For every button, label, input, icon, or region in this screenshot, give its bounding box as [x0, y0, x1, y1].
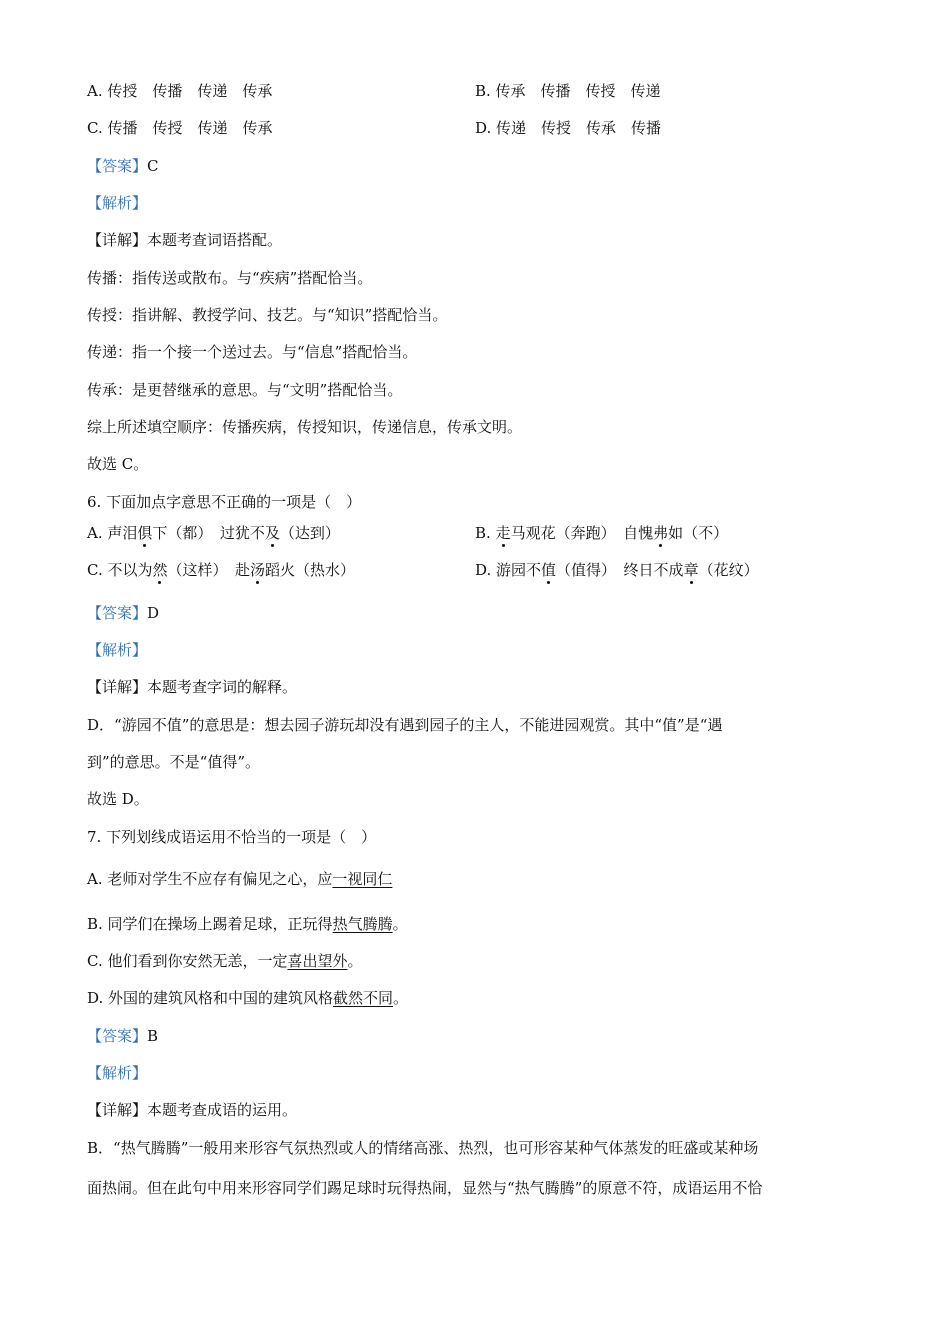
option-text: 下（都） 过犹不	[152, 524, 265, 542]
detail-line: 面热闹。但在此句中用来形容同学们踢足球时玩得热闹，显然与“热气腾腾”的原意不符，成语运用不恰	[87, 1179, 763, 1197]
option-text: D. 游园不	[475, 561, 542, 579]
detail-tag: 【详解】	[87, 231, 148, 249]
analysis-tag: 【解析】	[87, 641, 148, 659]
conclusion-line: 故选 D。	[87, 790, 149, 808]
detail-tag: 【详解】	[87, 1101, 148, 1119]
detail-intro	[87, 229, 282, 251]
detail-line: 传承：是更替继承的意思。与“文明”搭配恰当。	[87, 381, 403, 399]
detail-intro	[87, 1099, 297, 1121]
option-text: （这样） 赴	[167, 561, 251, 579]
option-text: （达到）	[279, 524, 340, 542]
detail-line: 传递：指一个接一个送过去。与“信息”搭配恰当。	[87, 343, 418, 361]
option-d	[87, 987, 408, 1009]
answer-tag: 【答案】	[87, 604, 148, 622]
underlined-idiom: 喜出望外	[287, 952, 348, 970]
detail-line: 传授：指讲解、教授学问、技艺。与“知识”搭配恰当。	[87, 306, 448, 324]
analysis-tag: 【解析】	[87, 1064, 148, 1082]
dotted-char: 值	[541, 561, 557, 579]
detail-text: 本题考查字词的解释。	[147, 678, 298, 696]
dotted-char: 章	[683, 561, 699, 579]
option-text: 如（不）	[668, 524, 729, 542]
question-stem: 7. 下列划线成语运用不恰当的一项是（ ）	[87, 828, 377, 846]
detail-tag: 【详解】	[87, 678, 148, 696]
option-c	[87, 559, 355, 581]
underlined-idiom: 热气腾腾	[332, 915, 393, 933]
option-text: 马观花（奔跑） 自愧	[510, 524, 654, 542]
dotted-char: 俱	[137, 524, 153, 542]
option-c: C. 传播 传授 传递 传承	[87, 119, 273, 137]
option-text: 。	[392, 915, 408, 933]
question-stem: 6. 下面加点字意思不正确的一项是（ ）	[87, 493, 362, 511]
option-text: （花纹）	[698, 561, 759, 579]
answer-line	[87, 1025, 158, 1047]
option-text: 。	[393, 989, 409, 1007]
dotted-char: 然	[152, 561, 168, 579]
option-b	[87, 913, 408, 935]
option-text: 。	[347, 952, 363, 970]
conclusion-line: 故选 C。	[87, 455, 149, 473]
option-a	[87, 522, 340, 544]
answer-value: B	[147, 1027, 159, 1045]
option-text: A. 老师对学生不应存有偏见之心，应	[87, 870, 333, 888]
underlined-idiom: 截然不同	[333, 989, 394, 1007]
option-text: D. 外国的建筑风格和中国的建筑风格	[87, 989, 334, 1007]
option-a	[87, 868, 392, 890]
detail-text: 本题考查成语的运用。	[147, 1101, 298, 1119]
option-text: 蹈火（热水）	[265, 561, 356, 579]
detail-text: 本题考查词语搭配。	[147, 231, 283, 249]
dotted-char: 弗	[653, 524, 669, 542]
answer-value: C	[147, 157, 159, 175]
dotted-char: 汤	[250, 561, 266, 579]
answer-tag: 【答案】	[87, 157, 148, 175]
answer-line	[87, 155, 159, 177]
answer-value: D	[147, 604, 160, 622]
option-text: （值得） 终日不成	[556, 561, 684, 579]
option-text: C. 他们看到你安然无恙，一定	[87, 952, 288, 970]
detail-line: D．“游园不值”的意思是：想去园子游玩却没有遇到园子的主人，不能进园观赏。其中“值”是“遇	[87, 716, 723, 734]
option-d: D. 传递 传授 传承 传播	[475, 119, 662, 137]
option-text: C. 不以为	[87, 561, 153, 579]
detail-line: 综上所述填空顺序：传播疾病，传授知识，传递信息，传承文明。	[87, 418, 523, 436]
answer-tag: 【答案】	[87, 1027, 148, 1045]
option-text: B. 同学们在操场上踢着足球，正玩得	[87, 915, 333, 933]
detail-line: 到”的意思。不是“值得”。	[87, 753, 261, 771]
detail-intro	[87, 676, 297, 698]
detail-line: B．“热气腾腾”一般用来形容气氛热烈或人的情绪高涨、热烈，也可形容某种气体蒸发的旺盛或某种场	[87, 1139, 759, 1157]
option-text: B.	[475, 524, 496, 542]
analysis-tag: 【解析】	[87, 194, 148, 212]
dotted-char: 走	[495, 524, 511, 542]
option-b	[475, 522, 728, 544]
underlined-idiom: 一视同仁	[332, 870, 393, 888]
answer-line	[87, 602, 159, 624]
option-b: B. 传承 传播 传授 传递	[475, 82, 661, 100]
option-c	[87, 950, 363, 972]
option-d	[475, 559, 759, 581]
option-text: A. 声泪	[87, 524, 138, 542]
detail-line: 传播：指传送或散布。与“疾病”搭配恰当。	[87, 269, 373, 287]
option-a: A. 传授 传播 传递 传承	[87, 82, 273, 100]
dotted-char: 及	[264, 524, 280, 542]
